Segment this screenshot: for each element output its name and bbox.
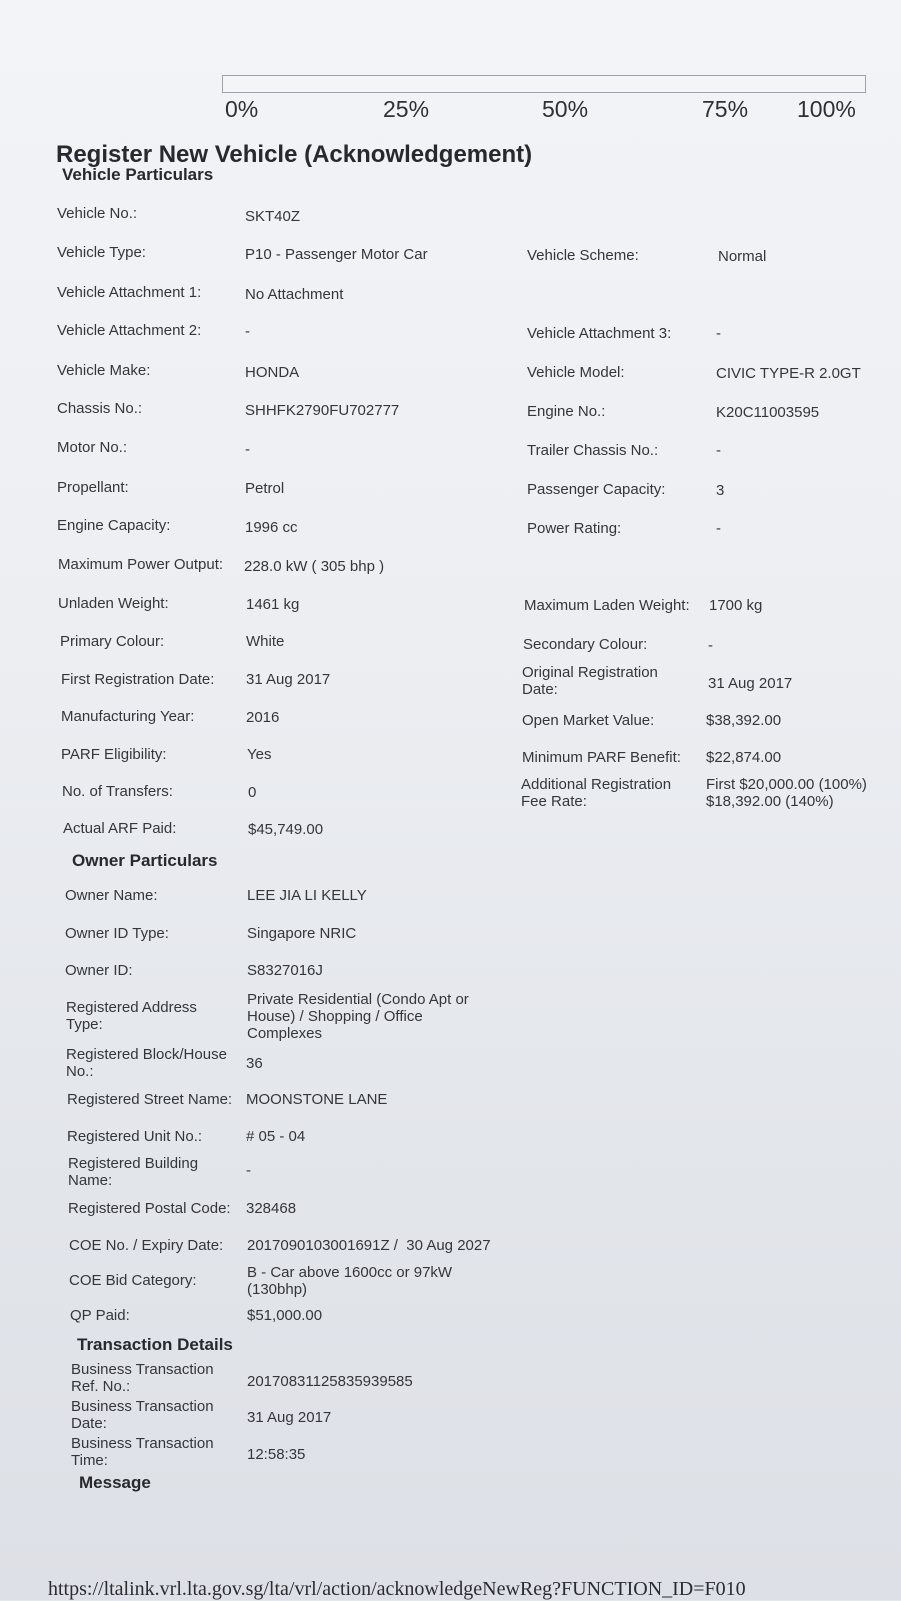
progress-tick-0: 0% — [225, 96, 259, 122]
first-reg-value: 31 Aug 2017 — [246, 671, 331, 688]
model-label: Vehicle Model: — [527, 364, 625, 381]
mfg-year-label: Manufacturing Year: — [61, 708, 195, 725]
progress-tick-25: 25% — [383, 96, 430, 122]
model-value: CIVIC TYPE-R 2.0GT — [716, 365, 861, 382]
attachment2-value: - — [245, 323, 250, 340]
txn-time-value: 12:58:35 — [247, 1446, 306, 1463]
owner-name-label: Owner Name: — [65, 887, 158, 904]
owner-id-label: Owner ID: — [65, 962, 133, 979]
progress-tick-100: 100% — [797, 96, 856, 122]
progress-tick-50: 50% — [542, 96, 589, 122]
unit-value: # 05 - 04 — [246, 1128, 306, 1145]
vehicle-type-value: P10 - Passenger Motor Car — [245, 246, 428, 263]
postal-label: Registered Postal Code: — [68, 1200, 231, 1217]
qp-value: $51,000.00 — [247, 1307, 323, 1324]
building-value: - — [246, 1162, 251, 1179]
orig-reg-label: Original Registration Date: — [522, 664, 658, 698]
coe-category-value: B - Car above 1600cc or 97kW (130bhp) — [247, 1264, 453, 1298]
vehicle-type-label: Vehicle Type: — [57, 244, 146, 261]
txn-ref-value: 20170831125835939585 — [247, 1373, 413, 1390]
parf-eligibility-label: PARF Eligibility: — [61, 746, 167, 763]
secondary-colour-label: Secondary Colour: — [523, 636, 648, 653]
building-label: Registered Building Name: — [68, 1155, 199, 1189]
motor-label: Motor No.: — [57, 439, 128, 456]
postal-value: 328468 — [246, 1200, 297, 1217]
street-value: MOONSTONE LANE — [246, 1091, 388, 1108]
coe-category-label: COE Bid Category: — [69, 1272, 197, 1289]
propellant-label: Propellant: — [57, 479, 129, 496]
address-type-value: Private Residential (Condo Apt or House) / Shopping / Office Complexes — [247, 991, 469, 1042]
txn-ref-label: Business Transaction Ref. No.: — [71, 1361, 214, 1395]
progress-bar — [222, 75, 866, 93]
owner-id-type-label: Owner ID Type: — [65, 925, 169, 942]
min-parf-value: $22,874.00 — [706, 749, 782, 766]
block-label: Registered Block/House No.: — [66, 1046, 227, 1080]
vehicle-scheme-label: Vehicle Scheme: — [527, 247, 639, 264]
make-value: HONDA — [245, 364, 300, 381]
engine-capacity-label: Engine Capacity: — [57, 517, 171, 534]
engine-capacity-value: 1996 cc — [245, 519, 298, 536]
attachment1-value: No Attachment — [245, 286, 344, 303]
vehicle-no-value: SKT40Z — [245, 208, 301, 225]
owner-id-value: S8327016J — [247, 962, 323, 979]
footer-url: https://ltalink.vrl.lta.gov.sg/lta/vrl/action/acknowledgeNewReg?FUNCTION_ID=F010 — [48, 1578, 746, 1600]
trailer-value: - — [716, 442, 721, 459]
attachment1-label: Vehicle Attachment 1: — [57, 284, 202, 301]
max-power-label: Maximum Power Output: — [58, 556, 224, 573]
qp-label: QP Paid: — [70, 1307, 130, 1324]
arf-rate-value: First $20,000.00 (100%) $18,392.00 (140%) — [706, 776, 867, 810]
attachment2-label: Vehicle Attachment 2: — [57, 322, 202, 339]
vehicle-scheme-value: Normal — [718, 248, 767, 265]
txn-time-label: Business Transaction Time: — [71, 1435, 214, 1469]
page-title: Register New Vehicle (Acknowledgement) — [56, 141, 533, 168]
progress-tick-75: 75% — [702, 96, 749, 122]
vehicle-no-label: Vehicle No.: — [57, 205, 138, 222]
max-laden-label: Maximum Laden Weight: — [524, 597, 690, 614]
parf-eligibility-value: Yes — [247, 746, 272, 763]
arf-rate-label: Additional Registration Fee Rate: — [521, 776, 672, 810]
omv-label: Open Market Value: — [522, 712, 655, 729]
power-rating-label: Power Rating: — [527, 520, 622, 537]
passenger-label: Passenger Capacity: — [527, 481, 666, 498]
secondary-colour-value: - — [708, 637, 713, 654]
vehicle-particulars-heading: Vehicle Particulars — [62, 165, 214, 184]
mfg-year-value: 2016 — [246, 709, 280, 726]
attachment3-value: - — [716, 325, 721, 342]
omv-value: $38,392.00 — [706, 712, 782, 729]
trailer-label: Trailer Chassis No.: — [527, 442, 659, 459]
primary-colour-label: Primary Colour: — [60, 633, 165, 650]
chassis-label: Chassis No.: — [57, 400, 143, 417]
coe-label: COE No. / Expiry Date: — [69, 1237, 224, 1254]
owner-id-type-value: Singapore NRIC — [247, 925, 357, 942]
make-label: Vehicle Make: — [57, 362, 151, 379]
transfers-value: 0 — [248, 784, 257, 801]
transfers-label: No. of Transfers: — [62, 783, 173, 800]
block-value: 36 — [246, 1055, 263, 1072]
arf-paid-value: $45,749.00 — [248, 821, 324, 838]
propellant-value: Petrol — [245, 480, 285, 497]
owner-particulars-heading: Owner Particulars — [72, 851, 218, 870]
unit-label: Registered Unit No.: — [67, 1128, 203, 1145]
owner-name-value: LEE JIA LI KELLY — [247, 887, 367, 904]
attachment3-label: Vehicle Attachment 3: — [527, 325, 672, 342]
engine-no-label: Engine No.: — [527, 403, 606, 420]
orig-reg-value: 31 Aug 2017 — [708, 675, 793, 692]
txn-date-value: 31 Aug 2017 — [247, 1409, 332, 1426]
coe-value: 2017090103001691Z / 30 Aug 2027 — [247, 1237, 491, 1254]
power-rating-value: - — [716, 520, 721, 537]
passenger-value: 3 — [716, 482, 725, 499]
first-reg-label: First Registration Date: — [61, 671, 215, 688]
chassis-value: SHHFK2790FU702777 — [245, 402, 400, 419]
engine-no-value: K20C11003595 — [716, 404, 820, 421]
txn-date-label: Business Transaction Date: — [71, 1398, 214, 1432]
unladen-label: Unladen Weight: — [58, 595, 169, 612]
motor-value: - — [245, 441, 250, 458]
min-parf-label: Minimum PARF Benefit: — [522, 749, 681, 766]
message-heading: Message — [79, 1473, 151, 1492]
address-type-label: Registered Address Type: — [66, 999, 197, 1033]
primary-colour-value: White — [246, 633, 285, 650]
max-laden-value: 1700 kg — [709, 597, 763, 614]
max-power-value: 228.0 kW ( 305 bhp ) — [244, 558, 385, 575]
unladen-value: 1461 kg — [246, 596, 300, 613]
transaction-details-heading: Transaction Details — [77, 1335, 233, 1354]
arf-paid-label: Actual ARF Paid: — [63, 820, 177, 837]
street-label: Registered Street Name: — [67, 1091, 233, 1108]
